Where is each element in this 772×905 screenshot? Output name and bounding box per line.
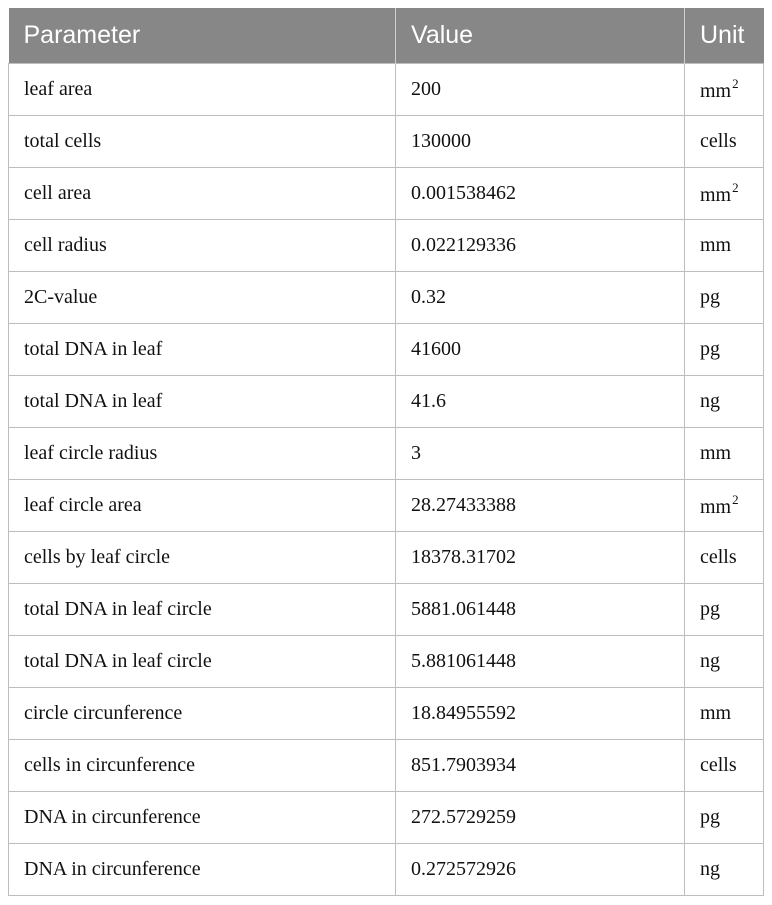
value-cell: 200 <box>396 64 685 116</box>
unit-superscript: 2 <box>732 180 739 195</box>
parameter-cell: DNA in circunference <box>9 792 396 844</box>
table-row <box>9 220 764 272</box>
unit-cell <box>685 324 764 376</box>
unit-cell <box>685 532 764 584</box>
unit-text: cells <box>700 754 737 776</box>
parameter-cell: cell area <box>9 168 396 220</box>
unit-text: ng <box>700 650 720 672</box>
unit-cell <box>685 64 764 116</box>
value-cell: 272.5729259 <box>396 792 685 844</box>
unit-cell <box>685 844 764 896</box>
table-row <box>9 64 764 116</box>
value-cell: 41600 <box>396 324 685 376</box>
parameter-cell: total DNA in leaf <box>9 324 396 376</box>
unit-superscript: 2 <box>732 76 739 91</box>
parameter-cell: DNA in circunference <box>9 844 396 896</box>
header-value: Value <box>396 8 685 64</box>
parameter-cell: total DNA in leaf circle <box>9 636 396 688</box>
unit-text: cells <box>700 546 737 568</box>
unit-cell <box>685 116 764 168</box>
unit-text: ng <box>700 858 720 880</box>
unit-text: pg <box>700 598 720 620</box>
value-cell: 41.6 <box>396 376 685 428</box>
parameter-cell: 2C-value <box>9 272 396 324</box>
table-row <box>9 168 764 220</box>
unit-cell <box>685 636 764 688</box>
unit-text: mm <box>700 80 732 102</box>
table-row <box>9 116 764 168</box>
unit-text: mm <box>700 702 732 724</box>
header-row <box>9 8 764 64</box>
parameter-table <box>8 8 764 896</box>
value-cell: 0.022129336 <box>396 220 685 272</box>
unit-text: pg <box>700 338 720 360</box>
parameter-cell: leaf area <box>9 64 396 116</box>
value-cell: 18.84955592 <box>396 688 685 740</box>
unit-cell <box>685 168 764 220</box>
table-row <box>9 324 764 376</box>
table-row <box>9 792 764 844</box>
parameter-cell: cells in circunference <box>9 740 396 792</box>
table-row <box>9 428 764 480</box>
value-cell: 18378.31702 <box>396 532 685 584</box>
unit-cell <box>685 740 764 792</box>
unit-text: ng <box>700 390 720 412</box>
table-header <box>9 8 764 64</box>
unit-superscript: 2 <box>732 492 739 507</box>
table-row <box>9 272 764 324</box>
unit-cell <box>685 792 764 844</box>
value-cell: 0.001538462 <box>396 168 685 220</box>
parameter-cell: total cells <box>9 116 396 168</box>
parameter-cell: total DNA in leaf <box>9 376 396 428</box>
parameter-cell: total DNA in leaf circle <box>9 584 396 636</box>
value-cell: 5881.061448 <box>396 584 685 636</box>
table-row <box>9 480 764 532</box>
value-cell: 130000 <box>396 116 685 168</box>
unit-text: mm <box>700 184 732 206</box>
data-table-container <box>8 8 763 896</box>
table-body <box>9 64 764 896</box>
table-row <box>9 740 764 792</box>
value-cell: 3 <box>396 428 685 480</box>
value-cell: 28.27433388 <box>396 480 685 532</box>
parameter-cell: cell radius <box>9 220 396 272</box>
unit-text: pg <box>700 806 720 828</box>
unit-text: cells <box>700 130 737 152</box>
table-row <box>9 584 764 636</box>
value-cell: 0.272572926 <box>396 844 685 896</box>
unit-text: pg <box>700 286 720 308</box>
header-parameter: Parameter <box>9 8 396 64</box>
table-row <box>9 376 764 428</box>
unit-text: mm <box>700 442 732 464</box>
unit-cell <box>685 220 764 272</box>
unit-text: mm <box>700 234 732 256</box>
value-cell: 851.7903934 <box>396 740 685 792</box>
table-row <box>9 532 764 584</box>
unit-text: mm <box>700 496 732 518</box>
unit-cell <box>685 584 764 636</box>
unit-cell <box>685 428 764 480</box>
unit-cell <box>685 272 764 324</box>
parameter-cell: leaf circle area <box>9 480 396 532</box>
value-cell: 5.881061448 <box>396 636 685 688</box>
parameter-cell: circle circunference <box>9 688 396 740</box>
parameter-cell: cells by leaf circle <box>9 532 396 584</box>
table-row <box>9 688 764 740</box>
table-row <box>9 844 764 896</box>
unit-cell <box>685 480 764 532</box>
parameter-cell: leaf circle radius <box>9 428 396 480</box>
unit-cell <box>685 688 764 740</box>
header-unit: Unit <box>685 8 764 64</box>
unit-cell <box>685 376 764 428</box>
value-cell: 0.32 <box>396 272 685 324</box>
table-row <box>9 636 764 688</box>
